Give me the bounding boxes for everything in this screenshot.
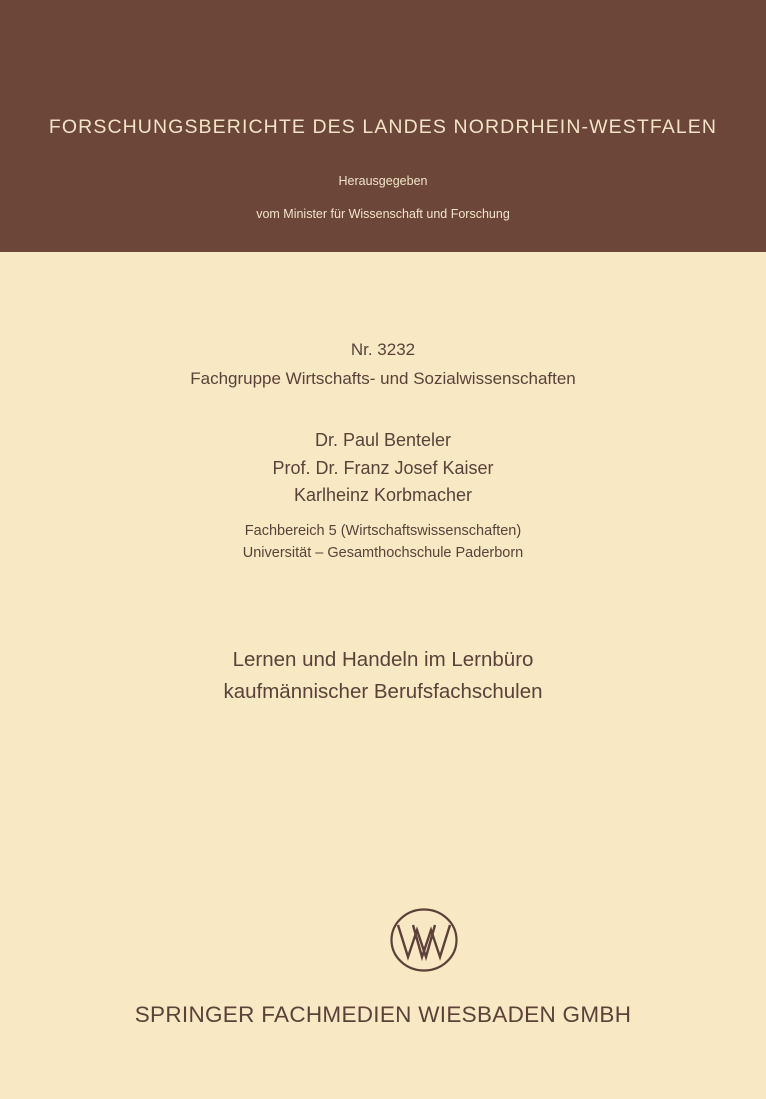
book-title-line-2: kaufmännischer Berufsfachschulen (223, 680, 543, 703)
publisher-name: SPRINGER FACHMEDIEN WIESBADEN GMBH (134, 1002, 632, 1027)
editor-line-1: Herausgegeben (338, 174, 428, 188)
author-3: Karlheinz Korbmacher (293, 485, 473, 505)
book-title-line-1: Lernen und Handeln im Lernbüro (232, 648, 534, 671)
report-number: Nr. 3232 (350, 340, 416, 359)
author-1: Dr. Paul Benteler (314, 430, 452, 450)
affiliation-department: Fachbereich 5 (Wirtschaftswissenschaften) (244, 523, 522, 539)
series-title: FORSCHUNGSBERICHTE DES LANDES NORDRHEIN-WESTFALEN (48, 116, 718, 138)
affiliation-university: Universität – Gesamthochschule Paderborn (242, 545, 524, 561)
header-band (0, 0, 766, 252)
author-2: Prof. Dr. Franz Josef Kaiser (272, 458, 494, 478)
editor-line-2: vom Minister für Wissenschaft und Forschung (256, 207, 510, 221)
springer-vs-logo-icon (389, 907, 459, 973)
report-group: Fachgruppe Wirtschafts- und Sozialwissenschaften (190, 369, 576, 388)
